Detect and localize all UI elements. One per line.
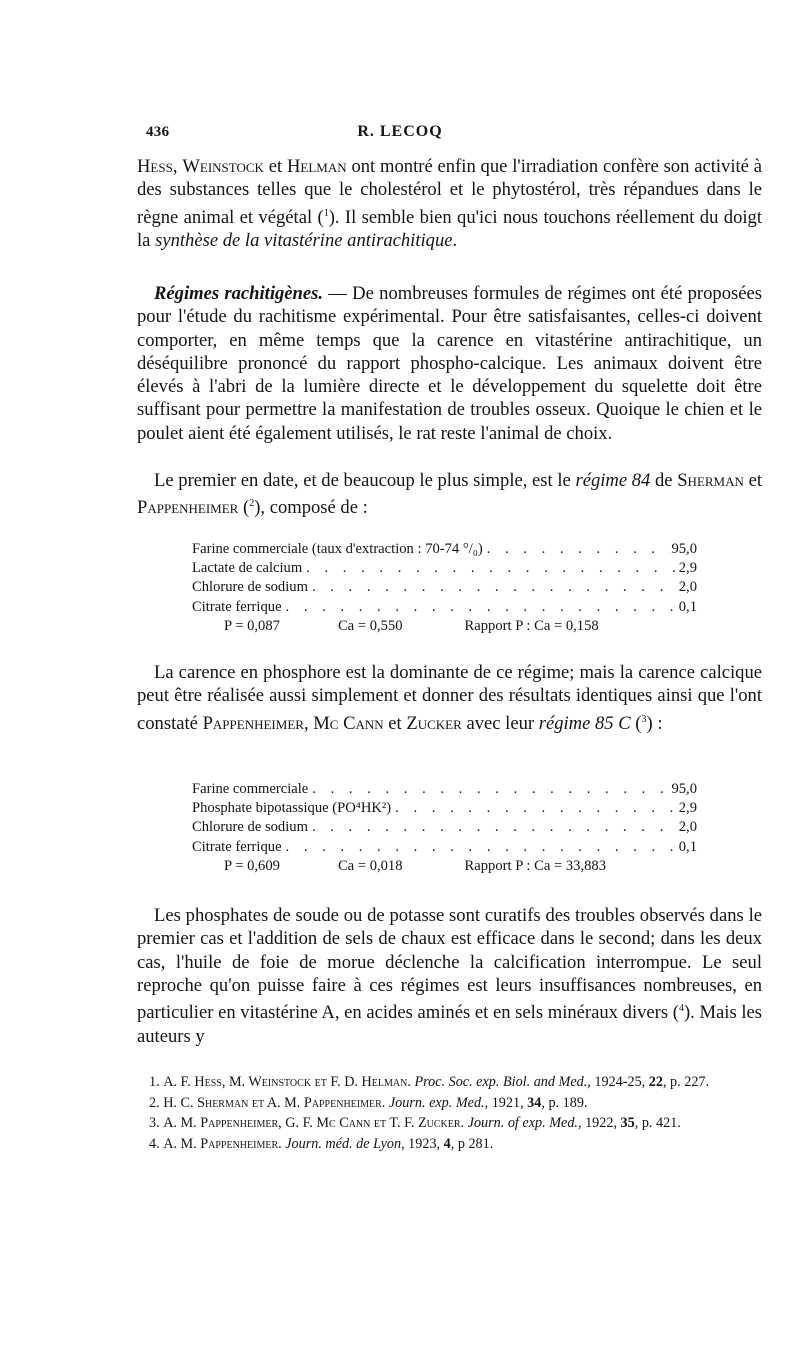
ingredient-value: 95,0 (671, 781, 697, 797)
journal-title: Journ. exp. Med. (388, 1094, 485, 1111)
footnotes (137, 1072, 763, 1154)
leader-dots (282, 598, 679, 617)
recipe-row (192, 540, 697, 559)
footnote-ref: 4 (678, 1003, 684, 1015)
recipe-regime-84 (192, 540, 697, 636)
leader-dots (282, 838, 679, 857)
p-ca-ratio: Rapport P : Ca = 0,158 (464, 617, 599, 634)
volume-number: 35 (620, 1115, 635, 1132)
paragraph-regimes (137, 282, 762, 445)
text-run: , 1923, (401, 1135, 444, 1152)
text-run: , 1922, (577, 1115, 621, 1132)
recipe-row (192, 838, 697, 857)
leader-dots (483, 540, 672, 559)
author-name: Pappenheimer (202, 712, 304, 734)
text-run: et (263, 156, 287, 177)
journal-title: Journ. of exp. Med. (467, 1115, 578, 1132)
text-run: ) : (646, 712, 663, 734)
text-run: , 1924-25, (587, 1074, 649, 1090)
footnote (137, 1134, 763, 1155)
phosphorus-total: P = 0,087 (224, 617, 280, 634)
text-run: Le premier en date, et de beaucoup le plus simple, est le (154, 470, 576, 491)
author-name: Sherman (677, 470, 744, 491)
recipe-totals (192, 617, 697, 636)
recipe-row (192, 559, 697, 578)
text-run: , p. 189. (541, 1094, 588, 1111)
leader-dots (308, 578, 679, 597)
footnote-authors: A. F. Hess, M. Weinstock et F. D. Helman. (163, 1074, 411, 1090)
text-run: avec leur (461, 712, 539, 734)
text-run: . (452, 230, 458, 252)
author-name: Zucker (406, 712, 462, 734)
recipe-row (192, 578, 697, 597)
footnote-number: 4. (149, 1135, 160, 1152)
volume-number: 22 (648, 1074, 663, 1090)
ingredient-value: 95,0 (671, 541, 697, 557)
text-run: , p. 227. (662, 1074, 710, 1090)
volume-number: 34 (527, 1094, 542, 1111)
calcium-total: Ca = 0,018 (337, 857, 403, 874)
calcium-total: Ca = 0,550 (337, 617, 403, 634)
emphasis: régime 84 (575, 470, 651, 491)
footnote-ref: 1 (323, 207, 329, 219)
ingredient-label: Lactate de calcium (192, 560, 303, 577)
ingredient-value: 2,0 (678, 819, 697, 836)
text-run: Les phosphates de soude ou de potasse sont curatifs des troubles observés dans le premier cas et l'addition de sels de chaux est efficace dans le second; dans les deux cas, l'huile de foie de morue déclenche la calcification interrompue. Le seul reproche qu'on puisse faire à ces régimes est leurs insuffisances nombreuses, en particulier en vitastérine A, en acides aminés et en sels minéraux divers ( (137, 905, 762, 1024)
text-run: ont montré enfin que l'irradiation confère son activité à des substances telles que le cholestérol et le phytostérol, très répandues dans le règne animal et végétal ( (137, 156, 763, 228)
author-name: Weinstock (182, 156, 264, 177)
ingredient-label: Chlorure de sodium (192, 819, 308, 836)
author-name: Pappenheimer (137, 497, 239, 519)
text-run: , 1921, (484, 1094, 528, 1111)
text-run: ). Il semble bien qu'ici nous touchons réellement du doigt la (137, 206, 762, 252)
author-name: Helman (286, 156, 347, 177)
ingredient-value: 2,0 (678, 579, 697, 596)
volume-number: 4 (443, 1135, 451, 1152)
recipe-row (192, 780, 697, 799)
leader-dots (302, 559, 679, 578)
ingredient-value: 0,1 (678, 598, 697, 615)
ingredient-label: Farine commerciale (taux d'extraction : 70-74 °/₀) (192, 541, 483, 557)
text-run: La carence en phosphore est la dominante de ce régime; mais la carence calcique peut être réalisée aussi simplement et donner des résultats identiques ainsi que l'ont constaté (137, 662, 762, 734)
paragraph-irradiation (137, 155, 762, 252)
text-run: et (743, 470, 762, 491)
emphasis: synthèse de la vitastérine antirachitique (155, 230, 453, 252)
journal-title: Journ. méd. de Lyon (285, 1135, 402, 1152)
section-heading: Régimes rachitigènes. (154, 283, 324, 304)
footnote-ref: 3 (641, 713, 647, 725)
paragraph-phosphates (137, 904, 762, 1048)
text-run: , (303, 712, 314, 734)
text-run: , p. 421. (634, 1115, 681, 1132)
text-run: , p 281. (450, 1135, 494, 1152)
text-run: de (650, 470, 678, 491)
text-run: ( (630, 712, 642, 734)
ingredient-label: Farine commerciale (192, 781, 309, 797)
ingredient-label: Citrate ferrique (192, 838, 282, 855)
text-run: , (172, 156, 183, 177)
recipe-row (192, 818, 697, 837)
footnote-ref: 2 (249, 498, 255, 510)
ingredient-value: 2,9 (678, 800, 697, 817)
paragraph-regime-85c (137, 661, 762, 735)
ingredient-label: Phosphate bipotassique (PO⁴HK²) (192, 800, 392, 817)
recipe-totals (192, 857, 697, 876)
recipe-row (192, 799, 697, 818)
recipe-row (192, 598, 697, 617)
footnote-number: 1. (149, 1074, 160, 1090)
footnote (137, 1072, 763, 1093)
page-number: 436 (146, 124, 170, 140)
journal-title: Proc. Soc. exp. Biol. and Med. (414, 1074, 588, 1090)
text-run: ( (238, 497, 250, 519)
ingredient-label: Citrate ferrique (192, 598, 282, 615)
footnote-number: 3. (149, 1115, 160, 1132)
text-run: et (383, 712, 407, 734)
ingredient-label: Chlorure de sodium (192, 579, 308, 596)
leader-dots (308, 818, 679, 837)
footnote-authors: A. M. Pappenheimer. (163, 1135, 282, 1152)
text-run: ). Mais les auteurs y (137, 1002, 763, 1047)
footnote (137, 1113, 763, 1134)
recipe-regime-85c (192, 780, 697, 876)
text-run: ), composé de : (254, 497, 368, 519)
running-title: R. LECOQ (357, 123, 443, 140)
ingredient-value: 2,9 (678, 560, 697, 577)
footnote-authors: A. M. Pappenheimer, G. F. Mc Cann et T. F. Zucker. (163, 1115, 465, 1132)
author-name: Mc Cann (313, 712, 384, 734)
leader-dots (308, 780, 671, 799)
ingredient-value: 0,1 (678, 838, 697, 855)
text-run: — De nombreuses formules de régimes ont été proposées pour l'étude du rachitisme expérimental. Pour être satisfaisantes, celles-ci doivent comporter, en même temps que la carence en vitastérine antirachitique, un déséquilibre prononcé du rapport phospho-calcique. Les animaux doivent être élevés à l'abri de la lumière directe et le développement du squelette doit être suffisant pour permettre la manifestation de troubles osseux. Quoique le chien et le poulet aient été également utilisés, le rat reste l'animal de choix. (137, 283, 762, 444)
footnote-authors: H. C. Sherman et A. M. Pappenheimer. (163, 1094, 386, 1111)
paragraph-regime-84 (137, 469, 762, 520)
footnote (137, 1093, 763, 1114)
author-name: Hess (137, 156, 173, 177)
phosphorus-total: P = 0,609 (224, 857, 280, 874)
emphasis: régime 85 C (538, 712, 631, 734)
leader-dots (391, 799, 679, 818)
p-ca-ratio: Rapport P : Ca = 33,883 (464, 857, 606, 874)
footnote-number: 2. (149, 1094, 160, 1111)
